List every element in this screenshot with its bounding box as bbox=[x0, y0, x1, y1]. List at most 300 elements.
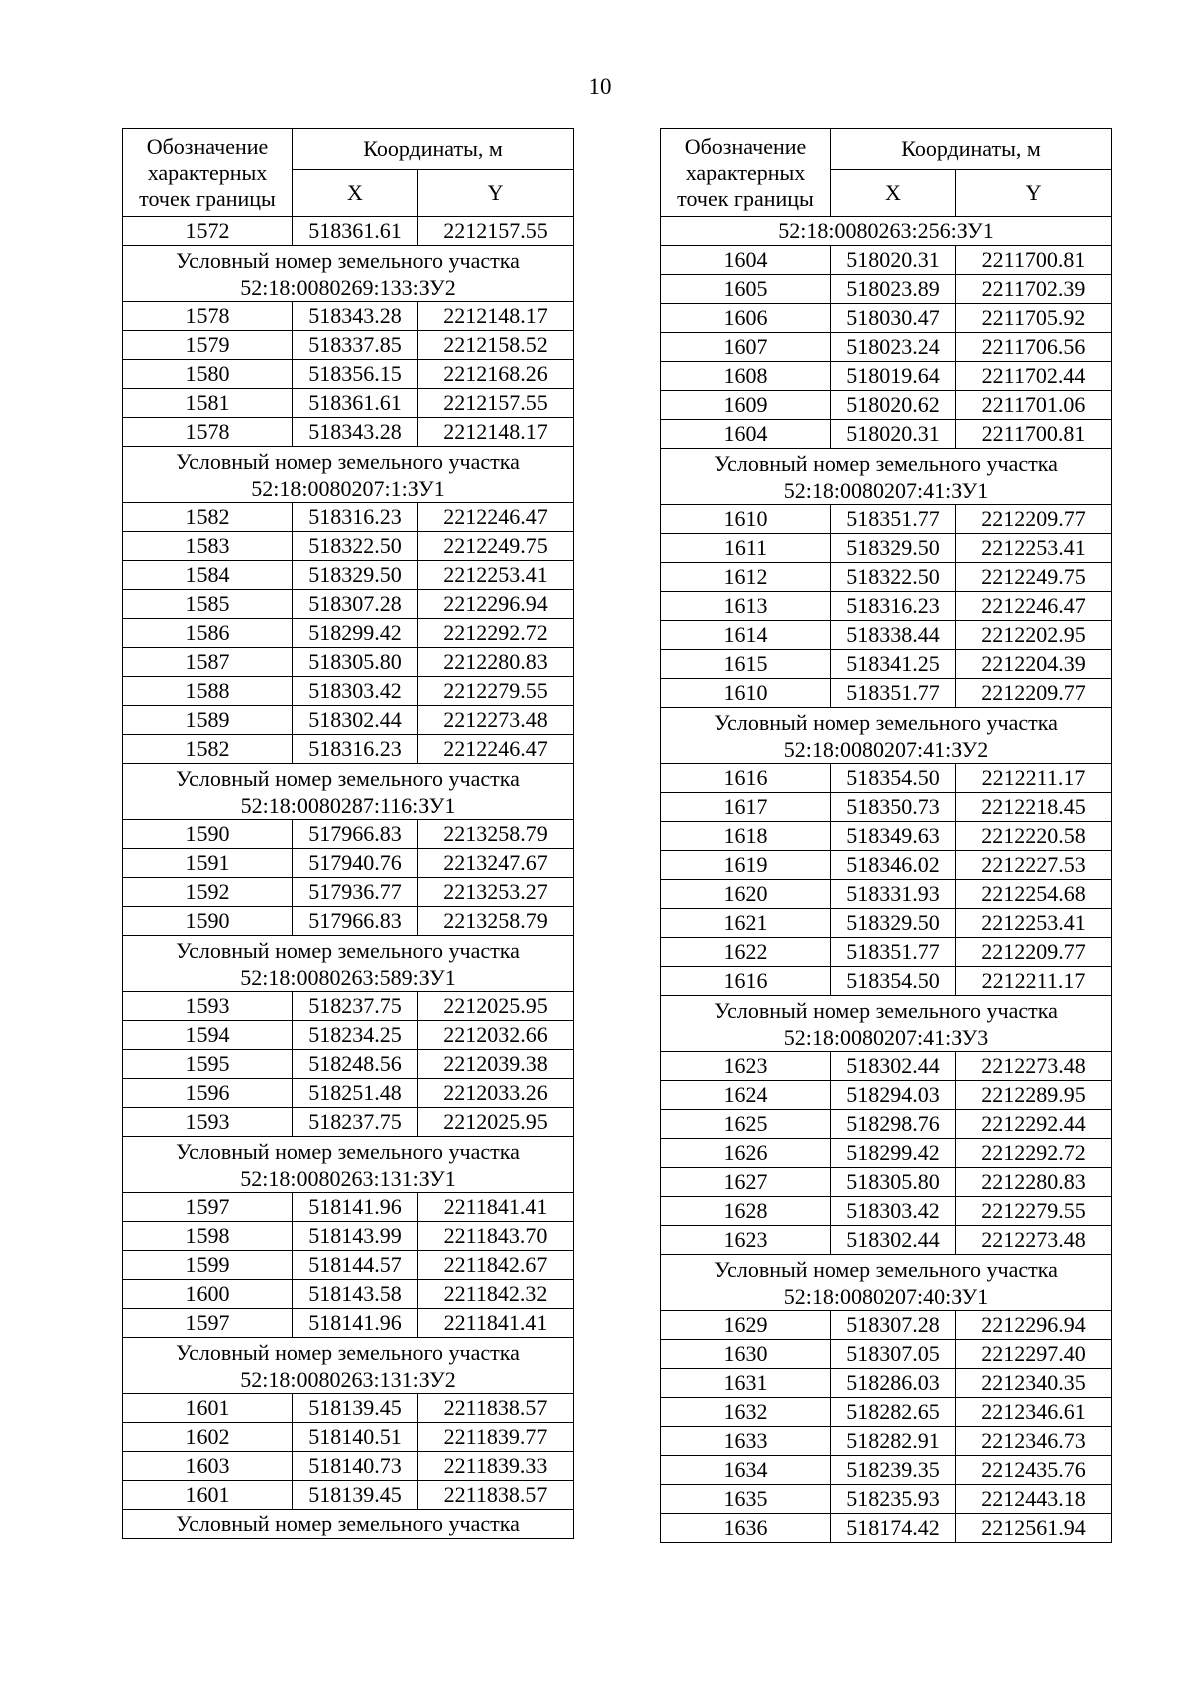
y-coordinate-cell: 2212292.44 bbox=[956, 1110, 1112, 1139]
y-coordinate-cell: 2212220.58 bbox=[956, 822, 1112, 851]
section-cadastral-number: 52:18:0080207:40:ЗУ1 bbox=[783, 1283, 989, 1309]
x-coordinate-cell: 518316.23 bbox=[293, 503, 418, 532]
table-row bbox=[123, 418, 574, 447]
point-id-cell: 1614 bbox=[661, 621, 831, 650]
point-id-cell: 1592 bbox=[123, 878, 293, 907]
table-row bbox=[123, 907, 574, 936]
y-coordinate-cell: 2211701.06 bbox=[956, 391, 1112, 420]
x-coordinate-cell: 518305.80 bbox=[831, 1168, 956, 1197]
point-id-cell: 1613 bbox=[661, 592, 831, 621]
y-coordinate-cell: 2211702.44 bbox=[956, 362, 1112, 391]
point-id-cell: 1623 bbox=[661, 1052, 831, 1081]
section-header-cell bbox=[661, 217, 1112, 246]
table-row bbox=[123, 1251, 574, 1280]
point-id-cell: 1589 bbox=[123, 706, 293, 735]
x-coordinate-cell: 518356.15 bbox=[293, 360, 418, 389]
section-header-row bbox=[123, 764, 574, 820]
table-row bbox=[661, 880, 1112, 909]
y-coordinate-cell: 2212254.68 bbox=[956, 880, 1112, 909]
point-id-cell: 1605 bbox=[661, 275, 831, 304]
table-row bbox=[661, 650, 1112, 679]
x-coordinate-cell: 518350.73 bbox=[831, 793, 956, 822]
section-header-row bbox=[123, 1137, 574, 1193]
y-coordinate-cell: 2212204.39 bbox=[956, 650, 1112, 679]
y-coordinate-cell: 2211843.70 bbox=[418, 1222, 574, 1251]
section-label: Условный номер земельного участка bbox=[176, 1138, 520, 1164]
point-id-cell: 1579 bbox=[123, 331, 293, 360]
y-coordinate-cell: 2212443.18 bbox=[956, 1485, 1112, 1514]
point-id-cell: 1590 bbox=[123, 907, 293, 936]
table-row bbox=[123, 389, 574, 418]
x-coordinate-cell: 518023.24 bbox=[831, 333, 956, 362]
x-coordinate-cell: 518282.65 bbox=[831, 1398, 956, 1427]
y-coordinate-cell: 2211700.81 bbox=[956, 420, 1112, 449]
x-coordinate-cell: 518140.73 bbox=[293, 1452, 418, 1481]
x-coordinate-cell: 518302.44 bbox=[293, 706, 418, 735]
page-number: 10 bbox=[588, 74, 612, 99]
table-row bbox=[661, 1485, 1112, 1514]
point-id-cell: 1595 bbox=[123, 1050, 293, 1079]
table-row bbox=[123, 1394, 574, 1423]
x-coordinate-cell: 518322.50 bbox=[293, 532, 418, 561]
x-coordinate-cell: 518331.93 bbox=[831, 880, 956, 909]
x-coordinate-cell: 518251.48 bbox=[293, 1079, 418, 1108]
table-row bbox=[661, 1168, 1112, 1197]
section-header-cell bbox=[123, 936, 574, 992]
section-header-row bbox=[661, 708, 1112, 764]
y-coordinate-cell: 2212148.17 bbox=[418, 418, 574, 447]
point-id-cell: 1632 bbox=[661, 1398, 831, 1427]
section-cadastral-number: 52:18:0080263:256:ЗУ1 bbox=[778, 218, 994, 243]
section-cadastral-number: 52:18:0080207:41:ЗУ3 bbox=[783, 1024, 989, 1050]
point-id-cell: 1629 bbox=[661, 1311, 831, 1340]
x-coordinate-cell: 518144.57 bbox=[293, 1251, 418, 1280]
x-coordinate-cell: 518337.85 bbox=[293, 331, 418, 360]
point-id-cell: 1594 bbox=[123, 1021, 293, 1050]
table-row bbox=[123, 1481, 574, 1510]
x-coordinate-cell: 518305.80 bbox=[293, 648, 418, 677]
header-designation: Обозначение характерных точек границы bbox=[661, 129, 831, 217]
table-row bbox=[661, 1340, 1112, 1369]
y-coordinate-cell: 2212297.40 bbox=[956, 1340, 1112, 1369]
point-id-cell: 1630 bbox=[661, 1340, 831, 1369]
y-coordinate-cell: 2211841.41 bbox=[418, 1193, 574, 1222]
table-row bbox=[123, 1108, 574, 1137]
y-coordinate-cell: 2212296.94 bbox=[418, 590, 574, 619]
table-row bbox=[123, 1050, 574, 1079]
x-coordinate-cell: 518237.75 bbox=[293, 992, 418, 1021]
point-id-cell: 1599 bbox=[123, 1251, 293, 1280]
y-coordinate-cell: 2212249.75 bbox=[956, 563, 1112, 592]
x-coordinate-cell: 518303.42 bbox=[831, 1197, 956, 1226]
point-id-cell: 1610 bbox=[661, 679, 831, 708]
section-header-cell bbox=[123, 1510, 574, 1539]
x-coordinate-cell: 518351.77 bbox=[831, 938, 956, 967]
table-row bbox=[123, 360, 574, 389]
y-coordinate-cell: 2212249.75 bbox=[418, 532, 574, 561]
section-header-cell bbox=[123, 764, 574, 820]
y-coordinate-cell: 2212292.72 bbox=[956, 1139, 1112, 1168]
section-label: Условный номер земельного участка bbox=[176, 247, 520, 273]
table-row bbox=[123, 878, 574, 907]
y-coordinate-cell: 2212032.66 bbox=[418, 1021, 574, 1050]
section-header-cell bbox=[123, 1137, 574, 1193]
header-y: Y bbox=[956, 170, 1112, 217]
table-row bbox=[661, 679, 1112, 708]
section-header-row bbox=[661, 449, 1112, 505]
section-header-cell bbox=[661, 449, 1112, 505]
section-label: Условный номер земельного участка bbox=[714, 997, 1058, 1023]
table-row bbox=[123, 590, 574, 619]
point-id-cell: 1628 bbox=[661, 1197, 831, 1226]
point-id-cell: 1572 bbox=[123, 217, 293, 246]
y-coordinate-cell: 2212346.61 bbox=[956, 1398, 1112, 1427]
x-coordinate-cell: 518302.44 bbox=[831, 1226, 956, 1255]
point-id-cell: 1582 bbox=[123, 503, 293, 532]
section-header-cell bbox=[661, 708, 1112, 764]
point-id-cell: 1625 bbox=[661, 1110, 831, 1139]
y-coordinate-cell: 2212273.48 bbox=[956, 1226, 1112, 1255]
x-coordinate-cell: 518299.42 bbox=[831, 1139, 956, 1168]
coordinates-table-left bbox=[122, 128, 574, 1539]
point-id-cell: 1609 bbox=[661, 391, 831, 420]
point-id-cell: 1618 bbox=[661, 822, 831, 851]
x-coordinate-cell: 518299.42 bbox=[293, 619, 418, 648]
point-id-cell: 1624 bbox=[661, 1081, 831, 1110]
header-coordinates: Координаты, м bbox=[293, 129, 574, 170]
point-id-cell: 1603 bbox=[123, 1452, 293, 1481]
table-row bbox=[661, 420, 1112, 449]
x-coordinate-cell: 517936.77 bbox=[293, 878, 418, 907]
y-coordinate-cell: 2212346.73 bbox=[956, 1427, 1112, 1456]
point-id-cell: 1597 bbox=[123, 1193, 293, 1222]
section-header-row bbox=[123, 1510, 574, 1539]
table-row bbox=[123, 331, 574, 360]
table-row bbox=[661, 967, 1112, 996]
point-id-cell: 1610 bbox=[661, 505, 831, 534]
y-coordinate-cell: 2212227.53 bbox=[956, 851, 1112, 880]
table-row bbox=[123, 1079, 574, 1108]
x-coordinate-cell: 518343.28 bbox=[293, 418, 418, 447]
y-coordinate-cell: 2211706.56 bbox=[956, 333, 1112, 362]
y-coordinate-cell: 2212280.83 bbox=[956, 1168, 1112, 1197]
table-row bbox=[661, 1197, 1112, 1226]
y-coordinate-cell: 2212211.17 bbox=[956, 764, 1112, 793]
x-coordinate-cell: 518030.47 bbox=[831, 304, 956, 333]
section-header-row bbox=[123, 447, 574, 503]
x-coordinate-cell: 518235.93 bbox=[831, 1485, 956, 1514]
table-row bbox=[661, 764, 1112, 793]
y-coordinate-cell: 2211842.67 bbox=[418, 1251, 574, 1280]
point-id-cell: 1616 bbox=[661, 967, 831, 996]
x-coordinate-cell: 518316.23 bbox=[831, 592, 956, 621]
y-coordinate-cell: 2212246.47 bbox=[418, 503, 574, 532]
table-row bbox=[661, 275, 1112, 304]
table-row bbox=[661, 1110, 1112, 1139]
section-header-cell bbox=[123, 1338, 574, 1394]
section-cadastral-number: 52:18:0080207:1:ЗУ1 bbox=[251, 475, 445, 501]
y-coordinate-cell: 2212279.55 bbox=[418, 677, 574, 706]
point-id-cell: 1635 bbox=[661, 1485, 831, 1514]
point-id-cell: 1598 bbox=[123, 1222, 293, 1251]
table-row bbox=[661, 1427, 1112, 1456]
y-coordinate-cell: 2211839.33 bbox=[418, 1452, 574, 1481]
point-id-cell: 1621 bbox=[661, 909, 831, 938]
point-id-cell: 1578 bbox=[123, 302, 293, 331]
table-row bbox=[123, 648, 574, 677]
table-row bbox=[661, 1311, 1112, 1340]
table-row bbox=[661, 1369, 1112, 1398]
y-coordinate-cell: 2212168.26 bbox=[418, 360, 574, 389]
y-coordinate-cell: 2212202.95 bbox=[956, 621, 1112, 650]
x-coordinate-cell: 518329.50 bbox=[831, 909, 956, 938]
section-header-cell bbox=[661, 996, 1112, 1052]
table-row bbox=[661, 938, 1112, 967]
x-coordinate-cell: 518346.02 bbox=[831, 851, 956, 880]
x-coordinate-cell: 518322.50 bbox=[831, 563, 956, 592]
x-coordinate-cell: 518354.50 bbox=[831, 967, 956, 996]
section-header-row bbox=[123, 1338, 574, 1394]
y-coordinate-cell: 2212296.94 bbox=[956, 1311, 1112, 1340]
y-coordinate-cell: 2211702.39 bbox=[956, 275, 1112, 304]
x-coordinate-cell: 518234.25 bbox=[293, 1021, 418, 1050]
table-row bbox=[661, 793, 1112, 822]
y-coordinate-cell: 2212289.95 bbox=[956, 1081, 1112, 1110]
point-id-cell: 1631 bbox=[661, 1369, 831, 1398]
section-header-row bbox=[123, 936, 574, 992]
table-row bbox=[123, 619, 574, 648]
table-row bbox=[123, 217, 574, 246]
y-coordinate-cell: 2212340.35 bbox=[956, 1369, 1112, 1398]
table-row bbox=[661, 909, 1112, 938]
table-row bbox=[123, 1021, 574, 1050]
point-id-cell: 1583 bbox=[123, 532, 293, 561]
section-label: Условный номер земельного участка bbox=[176, 1511, 520, 1536]
table-row bbox=[123, 1423, 574, 1452]
table-row bbox=[661, 362, 1112, 391]
x-coordinate-cell: 518139.45 bbox=[293, 1394, 418, 1423]
x-coordinate-cell: 518343.28 bbox=[293, 302, 418, 331]
section-header-row bbox=[661, 217, 1112, 246]
section-header-row bbox=[123, 246, 574, 302]
y-coordinate-cell: 2212218.45 bbox=[956, 793, 1112, 822]
table-row bbox=[661, 1456, 1112, 1485]
table-row bbox=[123, 992, 574, 1021]
table-row bbox=[661, 1052, 1112, 1081]
section-label: Условный номер земельного участка bbox=[176, 1339, 520, 1365]
coordinates-table-right bbox=[660, 128, 1112, 1543]
table-row bbox=[661, 1139, 1112, 1168]
point-id-cell: 1601 bbox=[123, 1394, 293, 1423]
y-coordinate-cell: 2212211.17 bbox=[956, 967, 1112, 996]
point-id-cell: 1585 bbox=[123, 590, 293, 619]
point-id-cell: 1604 bbox=[661, 420, 831, 449]
table-row bbox=[123, 503, 574, 532]
section-label: Условный номер земельного участка bbox=[714, 1256, 1058, 1282]
point-id-cell: 1593 bbox=[123, 1108, 293, 1137]
point-id-cell: 1615 bbox=[661, 650, 831, 679]
x-coordinate-cell: 518020.31 bbox=[831, 420, 956, 449]
y-coordinate-cell: 2212025.95 bbox=[418, 1108, 574, 1137]
header-designation: Обозначение характерных точек границы bbox=[123, 129, 293, 217]
y-coordinate-cell: 2212157.55 bbox=[418, 389, 574, 418]
x-coordinate-cell: 518140.51 bbox=[293, 1423, 418, 1452]
table-row bbox=[661, 333, 1112, 362]
section-cadastral-number: 52:18:0080287:116:ЗУ1 bbox=[240, 792, 456, 818]
table-row bbox=[661, 1398, 1112, 1427]
point-id-cell: 1623 bbox=[661, 1226, 831, 1255]
x-coordinate-cell: 518302.44 bbox=[831, 1052, 956, 1081]
x-coordinate-cell: 518316.23 bbox=[293, 735, 418, 764]
y-coordinate-cell: 2212292.72 bbox=[418, 619, 574, 648]
point-id-cell: 1587 bbox=[123, 648, 293, 677]
point-id-cell: 1626 bbox=[661, 1139, 831, 1168]
x-coordinate-cell: 517966.83 bbox=[293, 907, 418, 936]
table-row bbox=[123, 302, 574, 331]
y-coordinate-cell: 2212025.95 bbox=[418, 992, 574, 1021]
x-coordinate-cell: 518248.56 bbox=[293, 1050, 418, 1079]
point-id-cell: 1602 bbox=[123, 1423, 293, 1452]
point-id-cell: 1607 bbox=[661, 333, 831, 362]
point-id-cell: 1604 bbox=[661, 246, 831, 275]
section-label: Условный номер земельного участка bbox=[176, 448, 520, 474]
table-row bbox=[661, 534, 1112, 563]
point-id-cell: 1578 bbox=[123, 418, 293, 447]
section-cadastral-number: 52:18:0080207:41:ЗУ2 bbox=[783, 736, 989, 762]
header-x: X bbox=[831, 170, 956, 217]
point-id-cell: 1627 bbox=[661, 1168, 831, 1197]
section-label: Условный номер земельного участка bbox=[176, 937, 520, 963]
table-row bbox=[123, 849, 574, 878]
x-coordinate-cell: 518329.50 bbox=[293, 561, 418, 590]
table-row bbox=[661, 304, 1112, 333]
y-coordinate-cell: 2213258.79 bbox=[418, 820, 574, 849]
point-id-cell: 1581 bbox=[123, 389, 293, 418]
x-coordinate-cell: 518174.42 bbox=[831, 1514, 956, 1543]
point-id-cell: 1611 bbox=[661, 534, 831, 563]
y-coordinate-cell: 2212209.77 bbox=[956, 505, 1112, 534]
point-id-cell: 1593 bbox=[123, 992, 293, 1021]
x-coordinate-cell: 518143.99 bbox=[293, 1222, 418, 1251]
point-id-cell: 1606 bbox=[661, 304, 831, 333]
x-coordinate-cell: 518143.58 bbox=[293, 1280, 418, 1309]
point-id-cell: 1636 bbox=[661, 1514, 831, 1543]
point-id-cell: 1580 bbox=[123, 360, 293, 389]
x-coordinate-cell: 518303.42 bbox=[293, 677, 418, 706]
table-row bbox=[661, 1226, 1112, 1255]
point-id-cell: 1616 bbox=[661, 764, 831, 793]
table-row bbox=[123, 735, 574, 764]
y-coordinate-cell: 2211838.57 bbox=[418, 1481, 574, 1510]
section-header-cell bbox=[123, 246, 574, 302]
table-row bbox=[123, 561, 574, 590]
point-id-cell: 1584 bbox=[123, 561, 293, 590]
x-coordinate-cell: 517966.83 bbox=[293, 820, 418, 849]
table-row bbox=[661, 1514, 1112, 1543]
y-coordinate-cell: 2211842.32 bbox=[418, 1280, 574, 1309]
x-coordinate-cell: 518307.05 bbox=[831, 1340, 956, 1369]
x-coordinate-cell: 518307.28 bbox=[293, 590, 418, 619]
table-row bbox=[661, 563, 1112, 592]
point-id-cell: 1586 bbox=[123, 619, 293, 648]
x-coordinate-cell: 518237.75 bbox=[293, 1108, 418, 1137]
y-coordinate-cell: 2212157.55 bbox=[418, 217, 574, 246]
x-coordinate-cell: 518294.03 bbox=[831, 1081, 956, 1110]
y-coordinate-cell: 2212273.48 bbox=[956, 1052, 1112, 1081]
header-x: X bbox=[293, 170, 418, 217]
x-coordinate-cell: 518361.61 bbox=[293, 217, 418, 246]
x-coordinate-cell: 518307.28 bbox=[831, 1311, 956, 1340]
x-coordinate-cell: 518351.77 bbox=[831, 679, 956, 708]
y-coordinate-cell: 2212148.17 bbox=[418, 302, 574, 331]
point-id-cell: 1612 bbox=[661, 563, 831, 592]
table-row bbox=[123, 677, 574, 706]
section-header-cell bbox=[123, 447, 574, 503]
x-coordinate-cell: 517940.76 bbox=[293, 849, 418, 878]
x-coordinate-cell: 518020.62 bbox=[831, 391, 956, 420]
point-id-cell: 1634 bbox=[661, 1456, 831, 1485]
x-coordinate-cell: 518298.76 bbox=[831, 1110, 956, 1139]
section-cadastral-number: 52:18:0080263:131:ЗУ2 bbox=[240, 1366, 456, 1392]
y-coordinate-cell: 2212279.55 bbox=[956, 1197, 1112, 1226]
y-coordinate-cell: 2212253.41 bbox=[956, 534, 1112, 563]
table-row bbox=[661, 851, 1112, 880]
section-cadastral-number: 52:18:0080207:41:ЗУ1 bbox=[783, 477, 989, 503]
x-coordinate-cell: 518354.50 bbox=[831, 764, 956, 793]
x-coordinate-cell: 518349.63 bbox=[831, 822, 956, 851]
y-coordinate-cell: 2212209.77 bbox=[956, 938, 1112, 967]
point-id-cell: 1582 bbox=[123, 735, 293, 764]
point-id-cell: 1617 bbox=[661, 793, 831, 822]
point-id-cell: 1597 bbox=[123, 1309, 293, 1338]
x-coordinate-cell: 518020.31 bbox=[831, 246, 956, 275]
table-row bbox=[123, 820, 574, 849]
section-header-row bbox=[661, 1255, 1112, 1311]
x-coordinate-cell: 518361.61 bbox=[293, 389, 418, 418]
y-coordinate-cell: 2213258.79 bbox=[418, 907, 574, 936]
x-coordinate-cell: 518019.64 bbox=[831, 362, 956, 391]
section-cadastral-number: 52:18:0080269:133:ЗУ2 bbox=[240, 274, 456, 300]
header-coordinates: Координаты, м bbox=[831, 129, 1112, 170]
point-id-cell: 1591 bbox=[123, 849, 293, 878]
y-coordinate-cell: 2211838.57 bbox=[418, 1394, 574, 1423]
point-id-cell: 1588 bbox=[123, 677, 293, 706]
table-row bbox=[661, 505, 1112, 534]
point-id-cell: 1596 bbox=[123, 1079, 293, 1108]
y-coordinate-cell: 2212246.47 bbox=[956, 592, 1112, 621]
x-coordinate-cell: 518338.44 bbox=[831, 621, 956, 650]
x-coordinate-cell: 518341.25 bbox=[831, 650, 956, 679]
point-id-cell: 1622 bbox=[661, 938, 831, 967]
y-coordinate-cell: 2213247.67 bbox=[418, 849, 574, 878]
point-id-cell: 1633 bbox=[661, 1427, 831, 1456]
y-coordinate-cell: 2213253.27 bbox=[418, 878, 574, 907]
table-row bbox=[123, 532, 574, 561]
table-row bbox=[123, 1452, 574, 1481]
table-row bbox=[661, 1081, 1112, 1110]
table-row bbox=[123, 1309, 574, 1338]
y-coordinate-cell: 2211841.41 bbox=[418, 1309, 574, 1338]
x-coordinate-cell: 518141.96 bbox=[293, 1309, 418, 1338]
x-coordinate-cell: 518023.89 bbox=[831, 275, 956, 304]
section-cadastral-number: 52:18:0080263:131:ЗУ1 bbox=[240, 1165, 456, 1191]
table-row bbox=[661, 822, 1112, 851]
section-header-row bbox=[661, 996, 1112, 1052]
y-coordinate-cell: 2211705.92 bbox=[956, 304, 1112, 333]
y-coordinate-cell: 2212209.77 bbox=[956, 679, 1112, 708]
table-row bbox=[661, 246, 1112, 275]
x-coordinate-cell: 518351.77 bbox=[831, 505, 956, 534]
